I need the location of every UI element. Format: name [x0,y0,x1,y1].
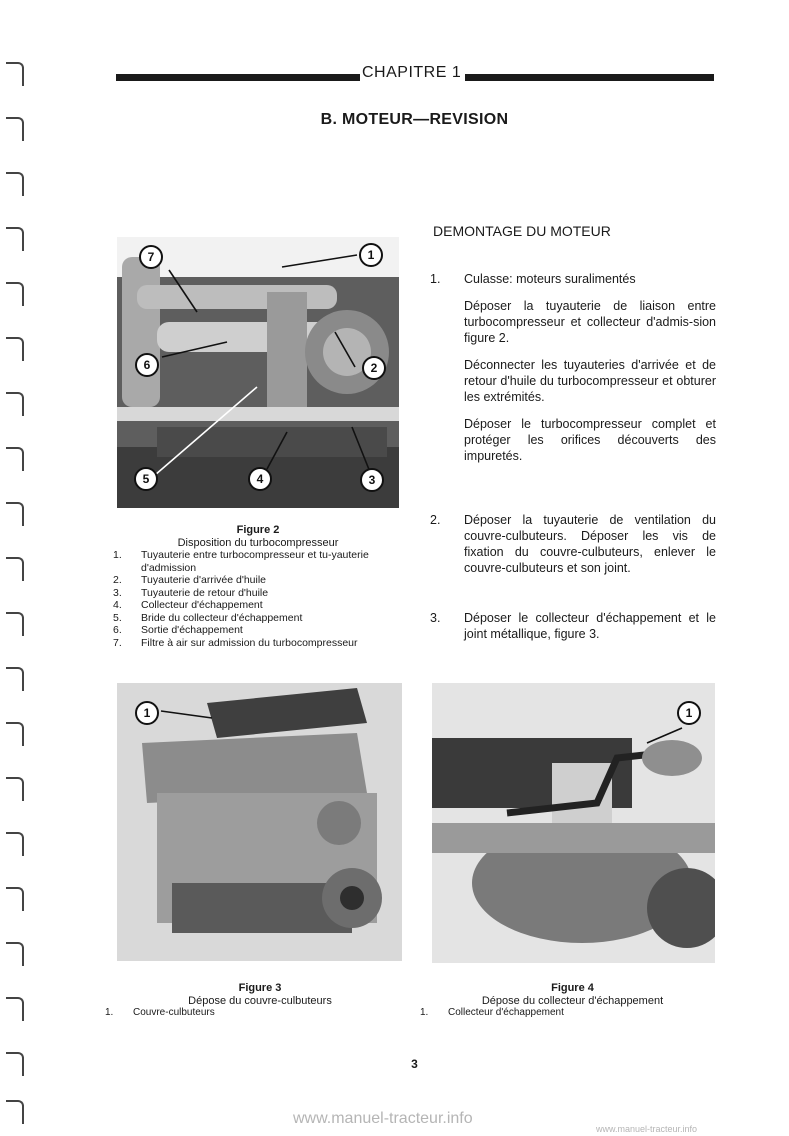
disassembly-heading: DEMONTAGE DU MOTEUR [433,223,611,239]
figure2-legend [113,549,403,649]
figure4-caption [420,982,725,1020]
legend-item: 2. Tuyauterie d'arrivée d'huile [113,574,267,586]
legend-item: 3. Tuyauterie de retour d'huile [113,586,269,599]
step-number: 3. [430,611,441,625]
legend-item: 5. Bride du collecteur d'échappement [113,611,303,624]
legend-item: 1. Tuyauterie entre turbocompresseur et tu-yauterie d'admission [113,549,369,574]
legend-item: 1. Couvre-culbuteurs [105,1007,215,1018]
figure2-title: Figure 2 [236,524,280,536]
figure2-photo [117,237,399,508]
legend-item: 6. Sortie d'échappement [113,624,243,636]
step-2 [430,512,716,587]
legend-item: 1. Collecteur d'échappement [420,1007,564,1018]
figure2-callout-4: 4 [248,467,272,491]
step-number: 2. [430,513,441,527]
page-number: 3 [411,1057,418,1071]
figure3-caption [105,982,415,1020]
binding-marks [0,0,30,1136]
figure3-callout-1: 1 [135,701,159,725]
figure3-subtitle: Dépose du couvre-culbuteurs [188,994,332,1007]
step-1 [430,271,716,475]
step-paragraph: Déposer la tuyauterie de ventilation du couvre-culbuteurs. Déposer les vis de fixation du couvre-culbuteurs, enlever le couvre-culbuteurs et son joint. [464,513,716,575]
figure2-caption [113,524,403,649]
chapter-title: CHAPITRE 1 [362,64,462,81]
step-3 [430,610,716,653]
figure2-callout-2: 2 [362,356,386,380]
step-number: 1. [430,272,441,286]
figure4-callout-1: 1 [677,701,701,725]
chapter-rule-right [465,74,714,81]
figure4-title: Figure 4 [551,982,594,994]
figure3-title: Figure 3 [238,982,282,994]
step-paragraph: Déposer le turbocompresseur complet et protéger les orifices découverts des impuretés. [464,417,716,463]
step-paragraph: Déposer la tuyauterie de liaison entre turbocompresseur et collecteur d'admis-sion figure 2. [464,299,716,345]
legend-item: 4. Collecteur d'échappement [113,599,263,611]
figure2-callout-3: 3 [360,468,384,492]
figure2-callout-1: 1 [359,243,383,267]
figure2-subtitle: Disposition du turbocompresseur [177,536,339,549]
footer-watermark-small: www.manuel-tracteur.info [596,1124,698,1134]
section-title: B. MOTEUR—REVISION [320,111,509,128]
step-paragraph: Déposer le collecteur d'échappement et le joint métallique, figure 3. [464,611,716,641]
step-paragraph: Culasse: moteurs suralimentés [464,272,636,286]
figure2-callout-7: 7 [139,245,163,269]
footer-watermark: www.manuel-tracteur.info [293,1110,473,1127]
step-paragraph: Déconnecter les tuyauteries d'arrivée et de retour d'huile du turbocompresseur et obturer les extrémités. [464,358,716,404]
legend-item: 7. Filtre à air sur admission du turbocompresseur [113,636,358,649]
figure2-callout-5: 5 [134,467,158,491]
figure4-photo [432,683,715,963]
engine-cover-illustration [117,683,402,961]
chapter-rule-left [116,74,360,81]
exhaust-manifold-illustration [432,683,715,963]
figure3-photo [117,683,402,961]
figure4-subtitle: Dépose du collecteur d'échappement [481,994,664,1007]
figure2-callout-6: 6 [135,353,159,377]
